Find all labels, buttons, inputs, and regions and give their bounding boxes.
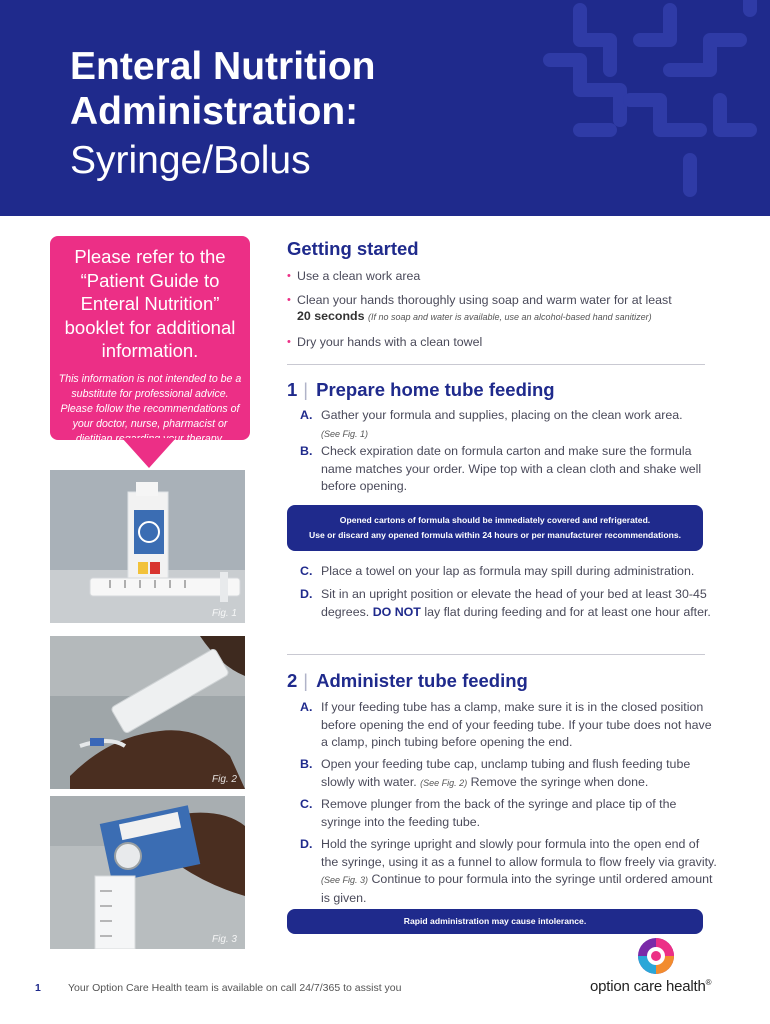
info-callout — [50, 236, 250, 445]
step-2b: B. Open your feeding tube cap, unclamp tubing and flush feeding tube slowly with water. (See Fig. 2) Remove the syringe when done. — [300, 757, 691, 789]
divider — [287, 654, 705, 655]
figure-3-label: Fig. 3 — [211, 934, 237, 945]
getting-started-title: Getting started — [287, 238, 419, 259]
option-care-logo-icon — [636, 936, 676, 976]
header-banner — [0, 0, 770, 216]
step-1b: B. Check expiration date on formula carton and make sure the formula name matches your order. Wipe top with a clean cloth and shake well before opening. — [300, 444, 702, 493]
bullet-icon: • — [287, 294, 291, 306]
callout-main-text: Please refer to the “Patient Guide to Enteral Nutrition” booklet for additional information. — [64, 246, 236, 361]
list-item: • Use a clean work area — [287, 269, 421, 283]
figure-3-photo — [50, 796, 245, 949]
figure-2-label: Fig. 2 — [211, 774, 237, 785]
section-2-header: 2 | Administer tube feeding — [287, 670, 528, 691]
step-2d: D. Hold the syringe upright and slowly pour formula into the open end of the syringe, using it as a funnel to allow formula to flow freely via gravity. (See Fig. 3) Continue to pour formula into the syringe until ordered amount is given. — [300, 837, 717, 905]
getting-started-section — [287, 238, 705, 350]
formula-carton-and-syringe-image — [50, 470, 245, 623]
logo-text: option care health — [590, 978, 706, 995]
callout-arrow-icon — [122, 438, 176, 468]
step-2c: C. Remove plunger from the back of the syringe and place tip of the syringe into the feeding tube. — [300, 797, 677, 829]
section-2-title: Administer tube feeding — [316, 670, 528, 691]
logo-mark: ® — [705, 978, 712, 987]
step-1a: A. Gather your formula and supplies, placing on the clean work area. (See Fig. 1) — [300, 408, 683, 439]
page-title-line1: Enteral Nutrition — [70, 45, 376, 88]
option-care-logo — [590, 978, 711, 995]
flushing-feeding-tube-image — [50, 636, 245, 789]
callout-disclaimer: This information is not intended to be a substitute for professional advice. Please follow the recommendations of your doctor, nurse, pharmacist or dietitian regarding your therapy. — [58, 372, 242, 445]
step-1c: C. Place a towel on your lap as formula may spill during administration. — [300, 564, 695, 578]
pouring-formula-image — [50, 796, 245, 949]
figure-1-photo — [50, 470, 245, 623]
page-number: 1 — [35, 982, 41, 994]
refrigeration-notice: Opened cartons of formula should be immediately covered and refrigerated. Use or discard any opened formula within 24 hours or per manufacturer recommendations. — [287, 505, 703, 551]
page-title-line2: Administration: — [70, 90, 359, 133]
page-title-line3: Syringe/Bolus — [70, 139, 311, 182]
section-1-title: Prepare home tube feeding — [316, 379, 555, 400]
step-2a: A. If your feeding tube has a clamp, make sure it is in the closed position before opening the end of your feeding tube. If your tube does not have a clamp, pinch tubing before opening the end. — [300, 700, 712, 749]
list-item: • Dry your hands with a clean towel — [287, 335, 483, 349]
step-1d: D. Sit in an upright position or elevate the head of your bed at least 30-45 degrees. DO NOT lay flat during feeding and for at least one hour after. — [300, 587, 711, 619]
cross-pattern-icon — [520, 0, 770, 216]
list-item: • Clean your hands thoroughly using soap and warm water for at least 20 seconds (If no soap and water is available, use an alcohol-based hand sanitizer) — [287, 293, 672, 323]
figure-1-label: Fig. 1 — [211, 608, 237, 619]
bullet-icon: • — [287, 270, 291, 282]
footer-text: Your Option Care Health team is available on call 24/7/365 to assist you — [68, 982, 402, 994]
intolerance-notice: Rapid administration may cause intolerance. — [287, 909, 703, 934]
section-1-header: 1 | Prepare home tube feeding — [287, 379, 555, 400]
bullet-icon: • — [287, 336, 291, 348]
figure-2-photo — [50, 636, 245, 789]
divider — [287, 364, 705, 365]
